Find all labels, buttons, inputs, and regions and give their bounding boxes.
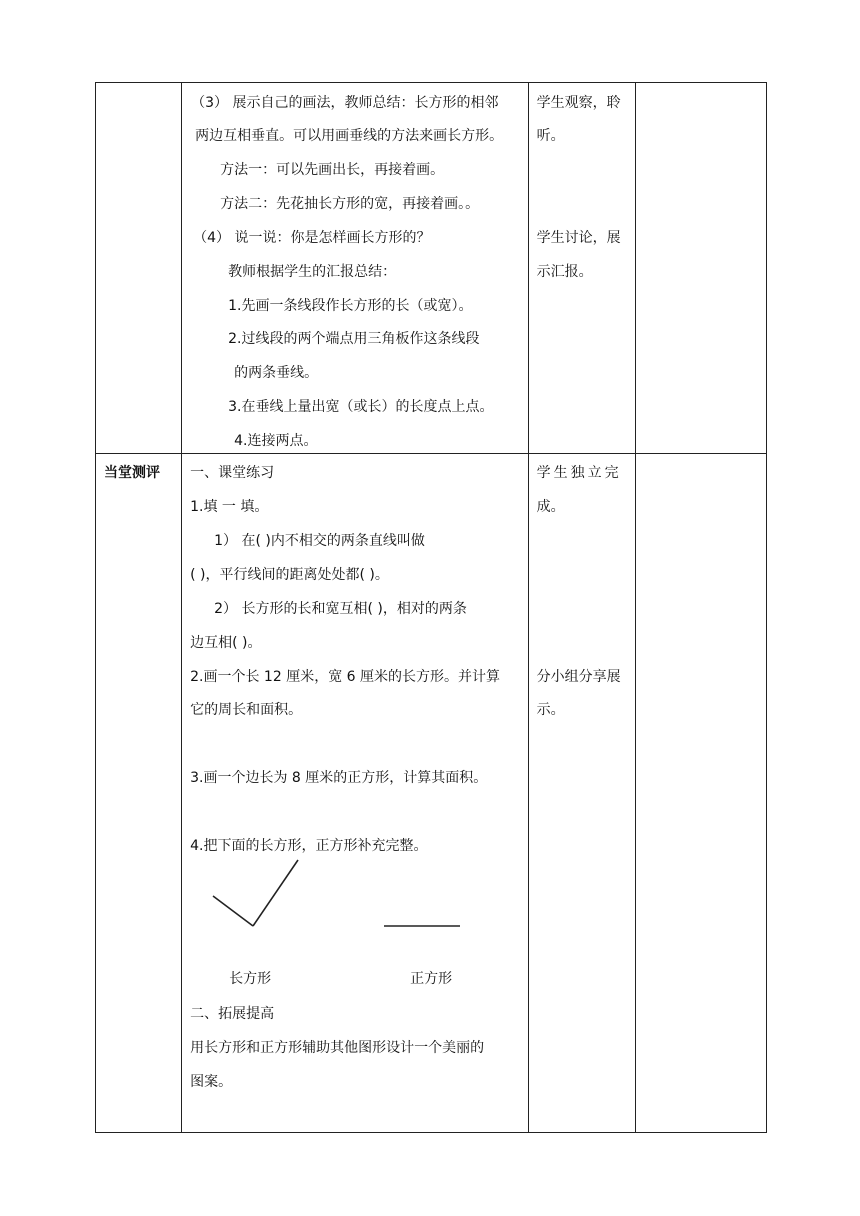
lesson-table: [95, 82, 767, 1133]
content-line: 两边互相垂直。可以用画垂线的方法来画长方形。: [195, 128, 504, 144]
content-line: 用长方形和正方形辅助其他图形设计一个美丽的: [190, 1040, 485, 1056]
content-line: 3.画一个边长为 8 厘米的正方形，计算其面积。: [190, 770, 488, 786]
incomplete-shapes-figure: [182, 454, 528, 974]
content-line: 3.在垂线上量出宽（或长）的长度点上点。: [228, 399, 494, 415]
student-activity-cell: [528, 454, 635, 1133]
content-line: 1.填 一 填。: [190, 499, 269, 515]
content-line: 2.过线段的两个端点用三角板作这条线段: [228, 331, 480, 347]
content-line: 方法二：先花抽长方形的宽，再接着画。。: [220, 196, 480, 212]
student-line: 学生讨论，展: [536, 230, 621, 246]
content-line: （4） 说一说：你是怎样画长方形的？: [193, 230, 431, 246]
student-line: 成。: [536, 499, 565, 515]
content-line: 1.先画一条线段作长方形的长（或宽）。: [228, 298, 473, 314]
content-line: 1） 在( )内不相交的两条直线叫做: [214, 533, 425, 549]
content-line: 4.把下面的长方形，正方形补充完整。: [190, 838, 428, 854]
student-line: 示。: [536, 702, 565, 718]
table-row-assessment: [96, 454, 767, 1133]
content-line: 2.画一个长 12 厘米，宽 6 厘米的长方形。并计算: [190, 669, 501, 685]
notes-cell: [635, 83, 766, 454]
table-row-teaching: [96, 83, 767, 454]
shape-label-square: 正方形: [410, 971, 453, 987]
content-line: 二、拓展提高: [190, 1006, 275, 1022]
content-line: 它的周长和面积。: [190, 702, 303, 718]
student-line: 学生观察，聆: [536, 95, 621, 111]
student-line: 分小组分享展: [536, 669, 621, 685]
content-line: ( )，平行线间的距离处处都( )。: [190, 567, 389, 583]
content-line: 2） 长方形的长和宽互相( )，相对的两条: [214, 601, 467, 617]
stage-label-cell: [96, 454, 182, 1133]
stage-label-cell: [96, 83, 182, 454]
content-line: 方法一：可以先画出长，再接着画。: [220, 162, 445, 178]
teacher-activity-cell: [182, 454, 529, 1133]
student-line: 学生独立完: [536, 465, 622, 481]
teacher-activity-cell: [182, 83, 529, 454]
content-line: （3） 展示自己的画法，教师总结：长方形的相邻: [191, 95, 499, 111]
content-line: 教师根据学生的汇报总结：: [228, 264, 397, 280]
student-activity-cell: [528, 83, 635, 454]
notes-cell: [635, 454, 766, 1133]
rectangle-side-line: [253, 860, 298, 926]
student-line: 示汇报。: [536, 264, 593, 280]
student-line: 听。: [536, 128, 565, 144]
content-line: 一、课堂练习: [190, 465, 275, 481]
rectangle-side-line: [213, 896, 253, 926]
content-line: 边互相( )。: [190, 635, 262, 651]
content-line: 的两条垂线。: [234, 365, 319, 381]
content-line: 图案。: [190, 1074, 233, 1090]
stage-label: 当堂测评: [104, 465, 160, 481]
shape-label-rectangle: 长方形: [229, 971, 272, 987]
content-line: 4.连接两点。: [234, 433, 318, 449]
